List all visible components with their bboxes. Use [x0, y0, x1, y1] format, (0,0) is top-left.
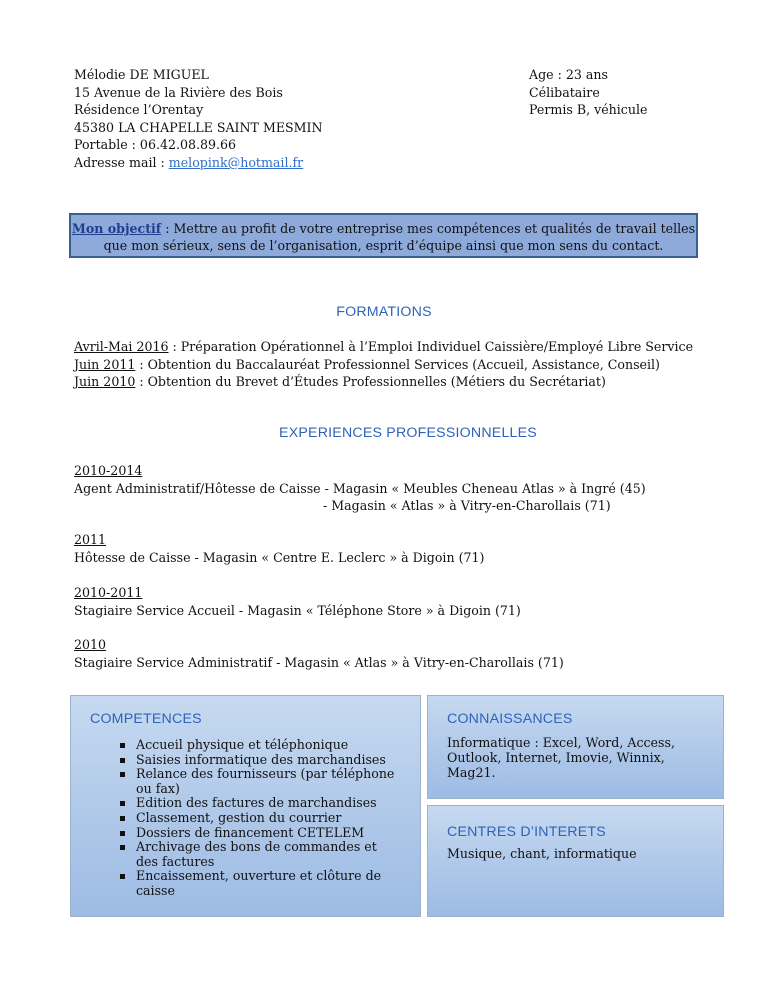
contact-email-label: Adresse mail :: [74, 154, 169, 170]
connaissances-line: Informatique : Excel, Word, Access,: [447, 735, 675, 750]
objective-label: Mon objectif: [71, 221, 162, 236]
experience-item: [74, 636, 564, 671]
interets-panel: [427, 805, 724, 917]
objective-text1: : Mettre au profit de votre entreprise mes compétences et qualités de travail telles: [161, 221, 696, 236]
personal-status: Célibataire: [529, 84, 600, 100]
experience-date: 2011: [74, 532, 107, 547]
formation-item: [74, 356, 693, 374]
competence-item: Dossiers de financement CETELEM: [136, 826, 398, 841]
contact-phone: Portable : 06.42.08.89.66: [74, 137, 237, 153]
experience-date: 2010-2011: [74, 585, 143, 600]
objective-line2: que mon sérieux, sens de l’organisation, esprit d’équipe ainsi que mon sens du contact.: [103, 238, 664, 253]
formations-list: [74, 338, 693, 391]
connaissances-panel: [427, 695, 724, 799]
connaissances-text: [447, 735, 675, 780]
competences-list: [136, 738, 398, 899]
experience-item: [74, 462, 646, 497]
formation-text: : Obtention du Baccalauréat Professionnel Services (Accueil, Assistance, Conseil): [135, 356, 660, 372]
contact-address-line2: Résidence l’Orentay: [74, 102, 204, 118]
personal-license: Permis B, véhicule: [529, 102, 648, 118]
personal-age: Age : 23 ans: [529, 67, 608, 82]
experience-item: [74, 531, 484, 566]
formation-text: : Préparation Opérationnel à l’Emploi Individuel Caissière/Employé Libre Service: [168, 339, 694, 354]
competence-item: Edition des factures de marchandises: [136, 796, 398, 811]
contact-email-row: [74, 154, 323, 172]
experiences-title: EXPERIENCES PROFESSIONNELLES: [279, 425, 537, 441]
experience-line1: Stagiaire Service Accueil - Magasin « Téléphone Store » à Digoin (71): [74, 602, 521, 618]
experience-line2: - Magasin « Atlas » à Vitry-en-Charollais (71): [323, 498, 611, 513]
competences-title: COMPETENCES: [90, 711, 202, 727]
personal-block: [529, 66, 647, 119]
formation-date: Avril-Mai 2016: [74, 339, 169, 354]
formation-item: [74, 373, 693, 391]
competence-item: Relance des fournisseurs (par téléphone ou fax): [136, 767, 398, 796]
connaissances-title: CONNAISSANCES: [447, 711, 573, 727]
contact-email-link[interactable]: melopink@hotmail.fr: [168, 154, 304, 170]
experience-date: 2010-2014: [74, 463, 143, 478]
formations-title: FORMATIONS: [336, 304, 432, 320]
competence-item: Accueil physique et téléphonique: [136, 738, 398, 753]
interets-text: Musique, chant, informatique: [447, 846, 637, 861]
experience-line1: Agent Administratif/Hôtesse de Caisse - Magasin « Meubles Cheneau Atlas » à Ingré (45): [74, 480, 646, 496]
contact-address-line1: 15 Avenue de la Rivière des Bois: [74, 84, 283, 100]
contact-block: [74, 66, 323, 172]
formation-date: Juin 2011: [74, 356, 136, 372]
experience-line1: Hôtesse de Caisse - Magasin « Centre E. Leclerc » à Digoin (71): [74, 549, 485, 565]
experience-date: 2010: [74, 637, 107, 652]
experience-line1: Stagiaire Service Administratif - Magasin « Atlas » à Vitry-en-Charollais (71): [74, 654, 564, 670]
connaissances-line: Mag21.: [447, 765, 496, 780]
formation-text: : Obtention du Brevet d’Études Professionnelles (Métiers du Secrétariat): [135, 374, 606, 390]
objective-line1: [71, 220, 696, 237]
experience-item: [74, 584, 521, 619]
competence-item: Classement, gestion du courrier: [136, 811, 398, 826]
formation-item: [74, 338, 693, 356]
competence-item: Encaissement, ouverture et clôture de caisse: [136, 869, 398, 898]
competence-item: Archivage des bons de commandes et des factures: [136, 840, 398, 869]
contact-name: Mélodie DE MIGUEL: [74, 67, 209, 82]
contact-city: 45380 LA CHAPELLE SAINT MESMIN: [74, 119, 323, 135]
competences-panel: [70, 695, 421, 917]
objective-box: [69, 213, 698, 258]
interets-title: CENTRES D’INTERETS: [447, 824, 606, 840]
connaissances-line: Outlook, Internet, Imovie, Winnix,: [447, 750, 665, 765]
formation-date: Juin 2010: [74, 374, 136, 390]
competence-item: Saisies informatique des marchandises: [136, 753, 398, 768]
